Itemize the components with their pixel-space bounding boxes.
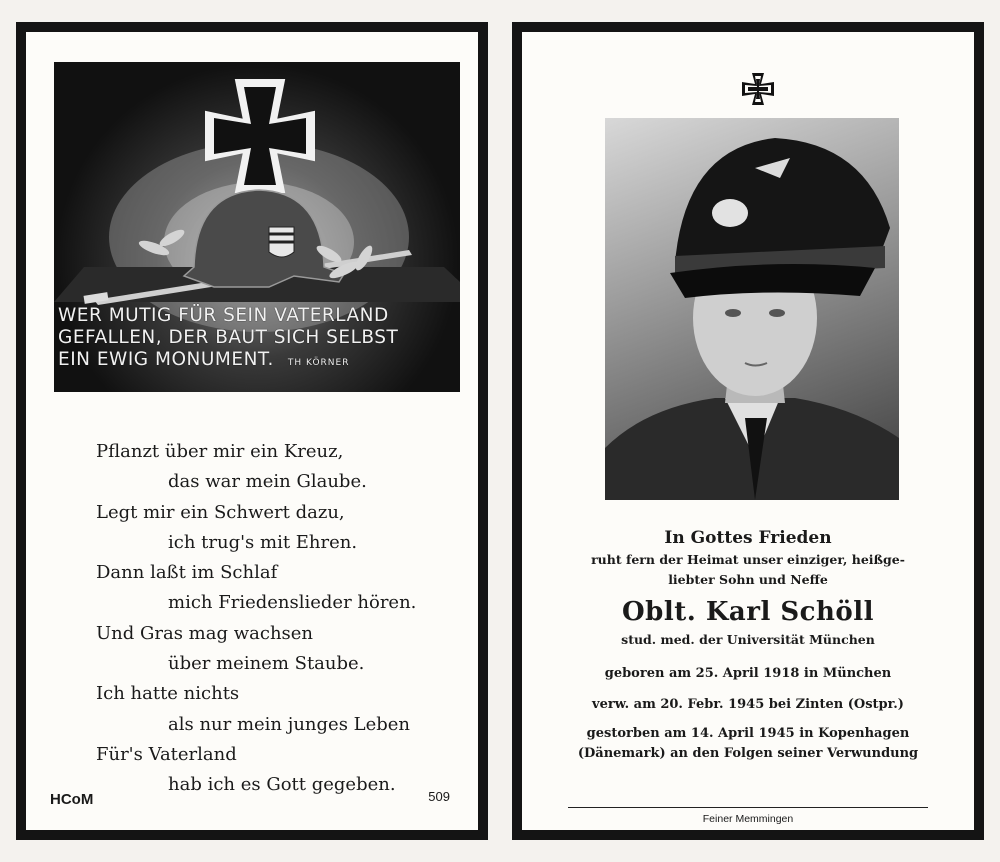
poem-line: das war mein Glaube.: [168, 471, 367, 493]
divider: [568, 807, 928, 808]
poem-line: Für's Vaterland: [96, 743, 237, 765]
card-code: HCoM: [50, 791, 94, 808]
study-line: stud. med. der Universität München: [621, 632, 875, 647]
poem-line: Legt mir ein Schwert dazu,: [96, 501, 345, 523]
poem-line: Und Gras mag wachsen: [96, 622, 314, 644]
poem-line: Pflanzt über mir ein Kreuz,: [96, 441, 344, 462]
poem-line: über meinem Staube.: [168, 653, 365, 675]
soldier-portrait: [605, 118, 899, 500]
poem-line: hab ich es Gott gegeben.: [168, 774, 396, 796]
death-line: gestorben am 14. April 1945 in Kopenhagen: [586, 726, 910, 741]
memorial-card-front: [16, 22, 488, 840]
poem-line: Dann laßt im Schlaf: [96, 562, 278, 584]
deceased-name: Oblt. Karl Schöll: [622, 597, 874, 627]
printer-imprint: Feiner Memmingen: [702, 813, 794, 825]
poem-line: als nur mein junges Leben: [168, 713, 411, 735]
motto-line: EIN EWIG MONUMENT.: [58, 349, 274, 370]
poem-line: mich Friedenslieder hören.: [168, 592, 417, 614]
motto-line: GEFALLEN, DER BAUT SICH SELBST: [58, 327, 399, 348]
poem-line: Ich hatte nichts: [96, 683, 240, 705]
birth-line: geboren am 25. April 1918 in München: [604, 666, 892, 681]
wounded-line: verw. am 20. Febr. 1945 bei Zinten (Ostpr.): [592, 697, 904, 712]
motto-line: WER MUTIG FÜR SEIN VATERLAND: [58, 305, 389, 326]
obituary-text: [536, 526, 960, 764]
death-line-cont: (Dänemark) an den Folgen seiner Verwundung: [577, 746, 919, 761]
memorial-illustration: [54, 62, 460, 392]
memorial-card-back: [512, 22, 984, 840]
portrait-photo: [605, 118, 899, 500]
poem-line: ich trug's mit Ehren.: [168, 531, 358, 553]
obituary-line: liebter Sohn und Neffe: [668, 572, 828, 587]
motto-text: [58, 305, 456, 374]
motto-attribution: TH KÖRNER: [287, 358, 350, 368]
iron-cross-icon: [741, 72, 775, 106]
heading: In Gottes Frieden: [664, 528, 832, 548]
obituary-line: ruht fern der Heimat unser einziger, heißge-: [591, 552, 905, 567]
poem: [96, 437, 456, 801]
card-number: 509: [428, 789, 450, 804]
